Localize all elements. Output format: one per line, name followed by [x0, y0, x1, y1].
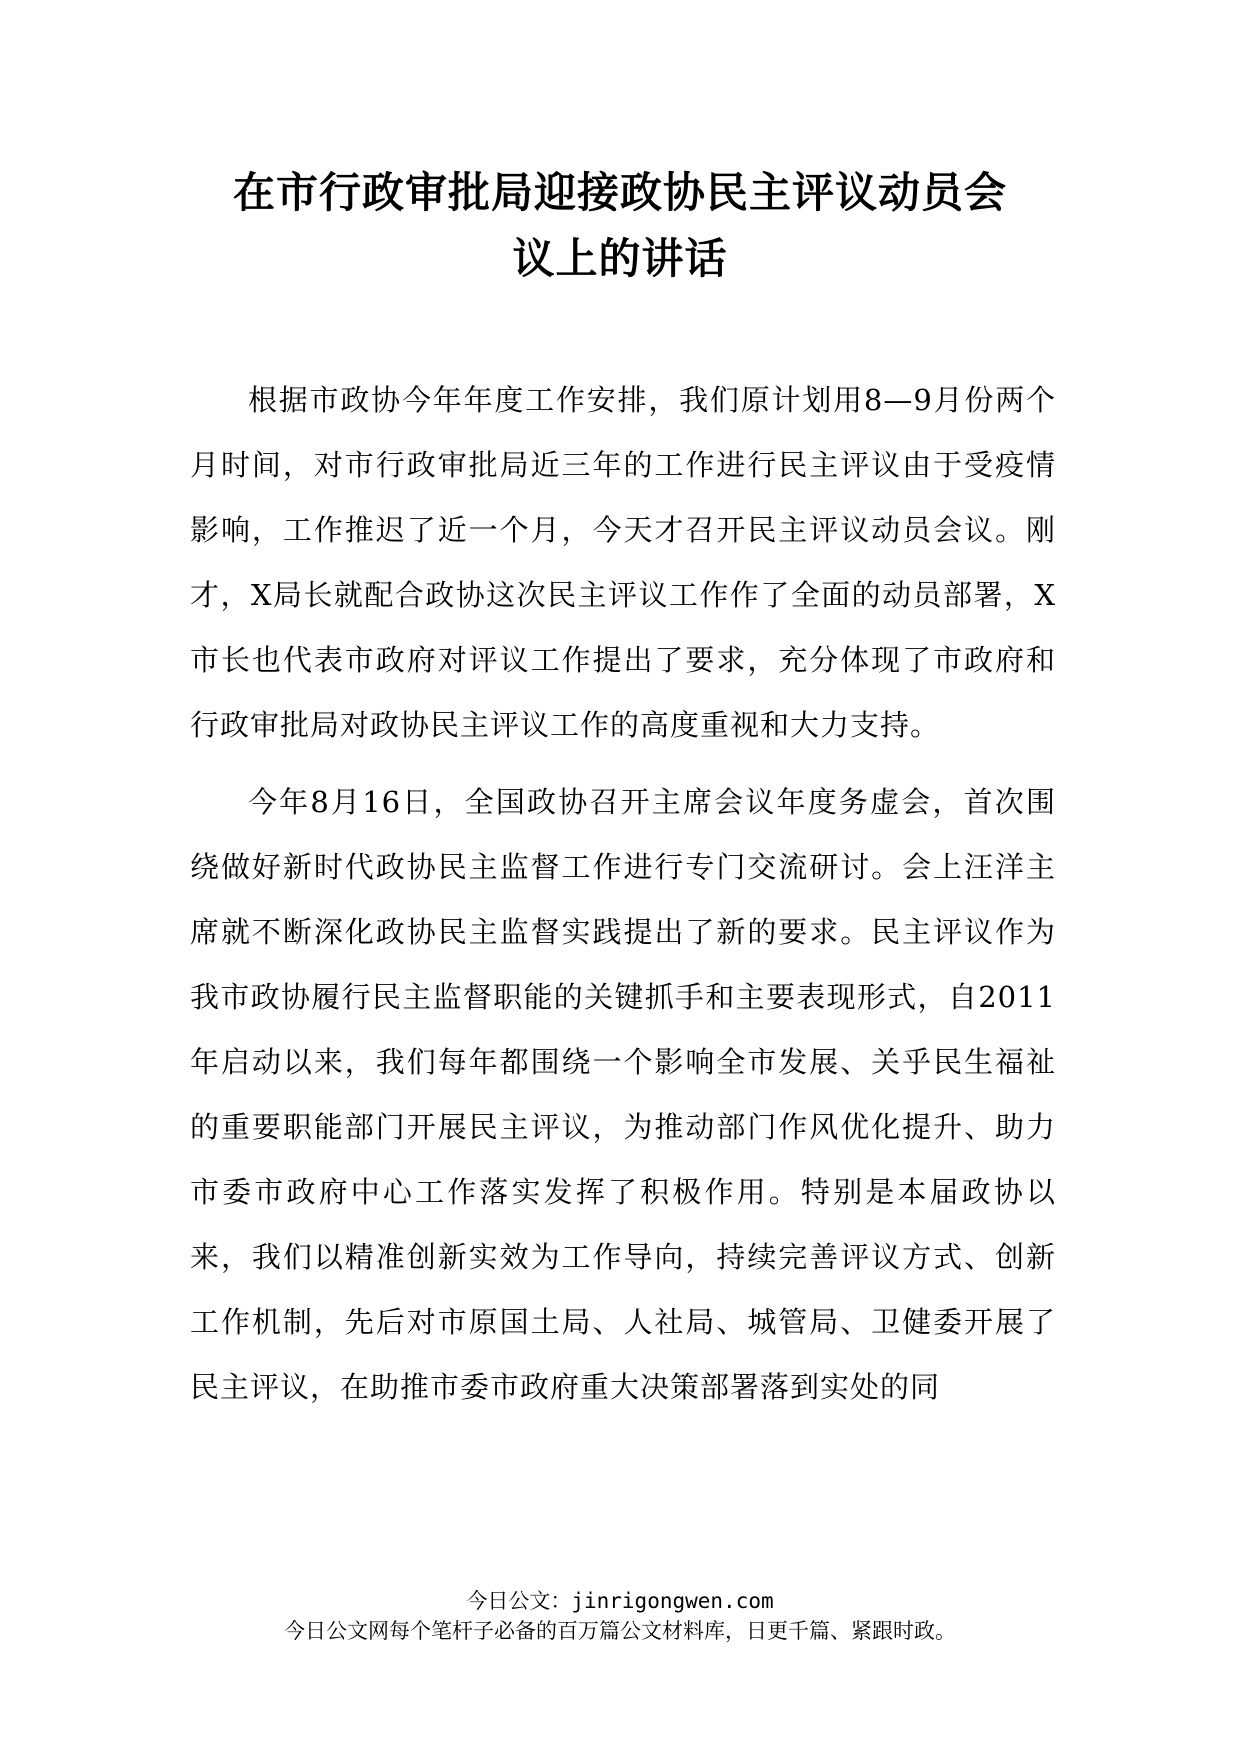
page-footer [0, 1586, 1240, 1646]
footer-site-label: 今日公文： [466, 1589, 572, 1613]
title-line-2: 议上的讲话 [512, 234, 728, 283]
paragraph-2: 今年8月16日，全国政协召开主席会议年度务虚会，首次围绕做好新时代政协民主监督工作进行专门交流研讨。会上汪洋主席就不断深化政协民主监督实践提出了新的要求。民主评议作为我市政协履行民主监督职能的关键抓手和主要表现形式，自2011年启动以来，我们每年都围绕一个影响全市发展、关乎民生福祉的重要职能部门开展民主评议，为推动部门作风优化提升、助力市委市政府中心工作落实发挥了积极作用。特别是本届政协以来，我们以精准创新实效为工作导向，持续完善评议方式、创新工作机制，先后对市原国土局、人社局、城管局、卫健委开展了民主评议，在助推市委市政府重大决策部署落到实处的同 [190, 785, 1056, 1404]
paragraph-1: 根据市政协今年年度工作安排，我们原计划用8—9月份两个月时间，对市行政审批局近三年的工作进行民主评议由于受疫情影响，工作推迟了近一个月，今天才召开民主评议动员会议。刚才，X局长就配合政协这次民主评议工作作了全面的动员部署，X市长也代表市政府对评议工作提出了要求，充分体现了市政府和行政审批局对政协民主评议工作的高度重视和大力支持。 [190, 383, 1056, 742]
document-body [190, 368, 1056, 1432]
footer-site-line [0, 1586, 1240, 1616]
title-line-1: 在市行政审批局迎接政协民主评议动员会 [232, 168, 1007, 217]
footer-tagline: 今日公文网每个笔杆子必备的百万篇公文材料库，日更千篇、紧跟时政。 [284, 1619, 956, 1643]
footer-site-url[interactable]: jinrigongwen.com [571, 1589, 774, 1613]
document-title [180, 160, 1060, 292]
